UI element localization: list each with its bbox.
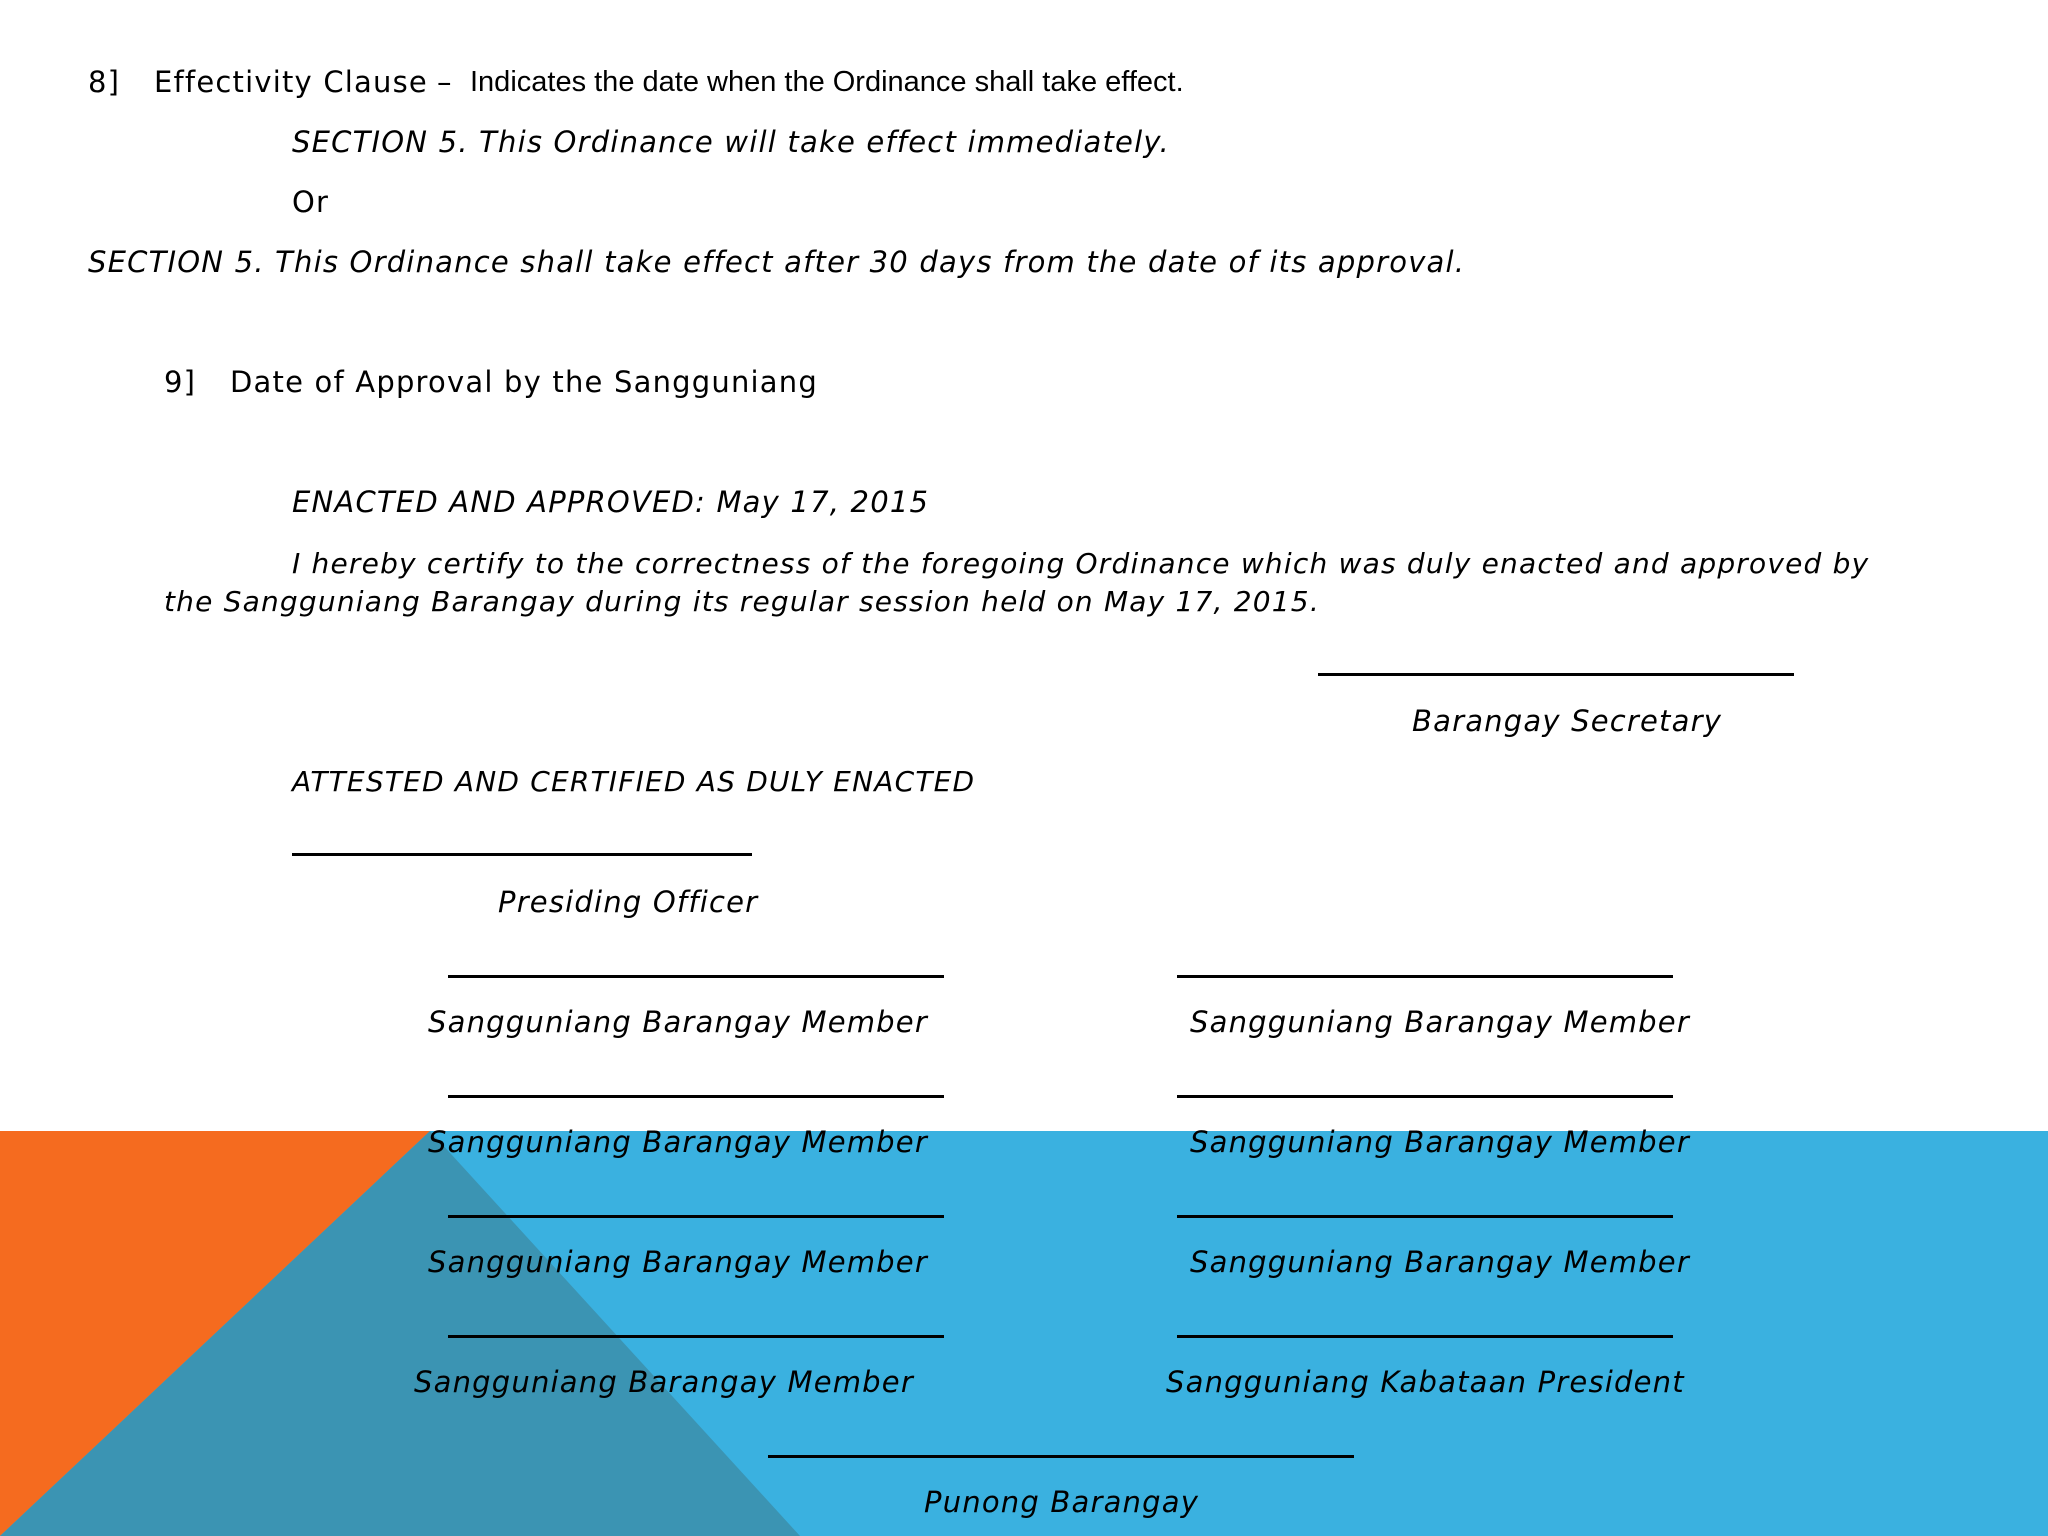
enacted-approved-date: ENACTED AND APPROVED: May 17, 2015 xyxy=(292,485,930,519)
section-8-dash: – xyxy=(437,65,453,99)
secretary-title: Barangay Secretary xyxy=(1412,704,1723,738)
section-9-number: 9] xyxy=(164,365,197,399)
member-title: Sangguniang Barangay Member xyxy=(1190,1125,1690,1159)
presiding-signature-line xyxy=(292,853,752,856)
section-8-number: 8] xyxy=(88,65,121,99)
member-title: Sangguniang Barangay Member xyxy=(428,1245,928,1279)
or-label: Or xyxy=(292,185,330,219)
section-8-description: Indicates the date when the Ordinance shall take effect. xyxy=(470,66,1184,98)
member-signature-line xyxy=(448,1095,944,1098)
punong-signature-line xyxy=(768,1455,1354,1458)
member-signature-line xyxy=(448,1215,944,1218)
certification-line-1: I hereby certify to the correctness of the foregoing Ordinance which was duly enacted and approved by xyxy=(292,547,1870,580)
sk-president-title: Sangguniang Kabataan President xyxy=(1166,1365,1685,1399)
secretary-signature-line xyxy=(1318,673,1794,676)
example-immediate: SECTION 5. This Ordinance will take effect immediately. xyxy=(292,125,1170,159)
member-title: Sangguniang Barangay Member xyxy=(428,1005,928,1039)
punong-barangay-title: Punong Barangay xyxy=(924,1485,1200,1519)
section-9-title: Date of Approval by the Sangguniang xyxy=(230,365,818,399)
member-signature-line xyxy=(1177,975,1673,978)
example-30-days: SECTION 5. This Ordinance shall take effect after 30 days from the date of its approval. xyxy=(88,245,1466,279)
member-title: Sangguniang Barangay Member xyxy=(428,1125,928,1159)
section-8-title: Effectivity Clause xyxy=(154,65,428,99)
member-signature-line xyxy=(1177,1095,1673,1098)
presiding-officer-title: Presiding Officer xyxy=(498,885,759,919)
certification-line-2: the Sangguniang Barangay during its regular session held on May 17, 2015. xyxy=(164,585,1320,618)
member-title: Sangguniang Barangay Member xyxy=(414,1365,914,1399)
member-signature-line xyxy=(1177,1335,1673,1338)
attested-heading: ATTESTED AND CERTIFIED AS DULY ENACTED xyxy=(292,765,976,798)
member-signature-line xyxy=(448,1335,944,1338)
member-signature-line xyxy=(1177,1215,1673,1218)
member-signature-line xyxy=(448,975,944,978)
member-title: Sangguniang Barangay Member xyxy=(1190,1245,1690,1279)
member-title: Sangguniang Barangay Member xyxy=(1190,1005,1690,1039)
